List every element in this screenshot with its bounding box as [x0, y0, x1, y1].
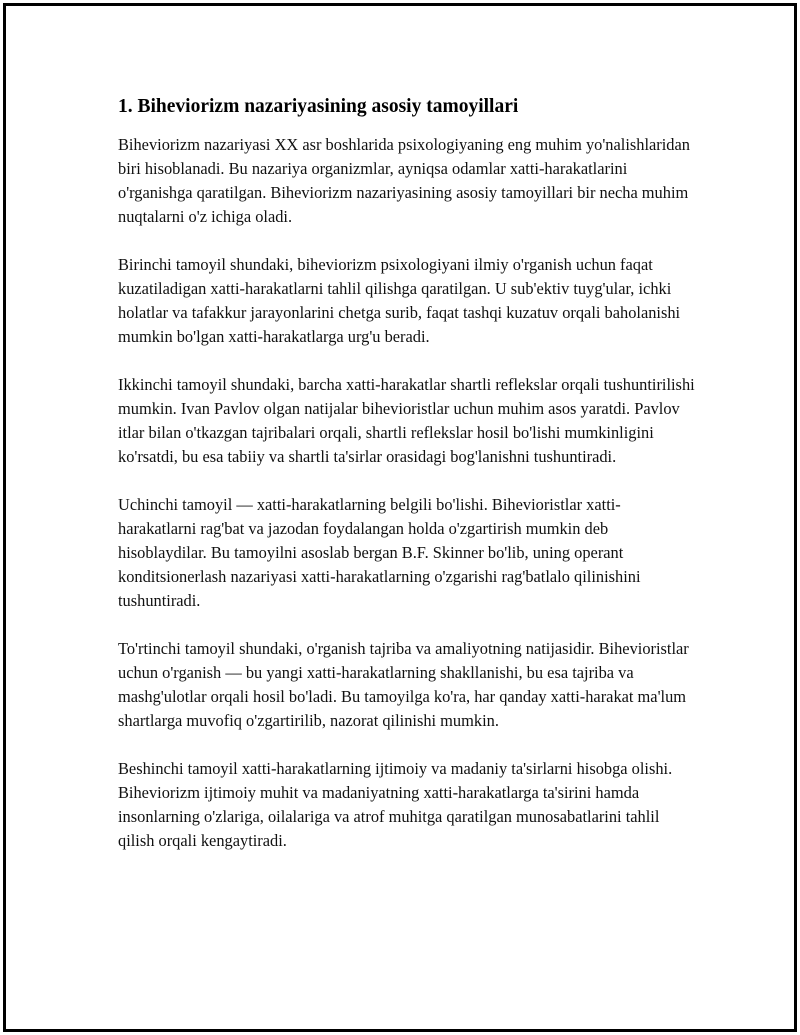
paragraph-second-principle: Ikkinchi tamoyil shundaki, barcha xatti-harakatlar shartli reflekslar orqali tushuntirilishi mumkin. Ivan Pavlov olgan natijalar bihevioristlar uchun muhim asos yaratdi. Pavlov itlar bilan o'tkazgan tajribalari orqali, shartli reflekslar hosil bo'lishi mumkinligini ko'rsatdi, bu esa tabiiy va shartli ta'sirlar orasidagi bog'lanishni tushuntiradi. [118, 375, 695, 466]
paragraph-fifth-principle: Beshinchi tamoyil xatti-harakatlarning ijtimoiy va madaniy ta'sirlarni hisobga olishi. Biheviorizm ijtimoiy muhit va madaniyatning xatti-harakatlarga ta'sirini hamda insonlarning o'zlariga, oilalariga va atrof muhitga qaratilgan munosabatlarini tahlil qilish orqali kengaytiradi. [118, 759, 673, 850]
paragraph-third-principle: Uchinchi tamoyil — xatti-harakatlarning belgili bo'lishi. Bihevioristlar xatti-harakatlarni rag'bat va jazodan foydalangan holda o'zgartirish mumkin deb hisoblaydilar. Bu tamoyilni asoslab bergan B.F. Skinner bo'lib, uning operant konditsionerlash nazariyasi xatti-harakatlarning o'zgarishi rag'batlalo qilinishini tushuntiradi. [118, 495, 641, 610]
paragraph-intro: Biheviorizm nazariyasi XX asr boshlarida psixologiyaning eng muhim yo'nalishlaridan biri hisoblanadi. Bu nazariya organizmlar, ayniqsa odamlar xatti-harakatlarini o'rganishga qaratilgan. Biheviorizm nazariyasining asosiy tamoyillari bir necha muhim nuqtalarni o'z ichiga oladi. [118, 135, 690, 226]
paragraph-first-principle: Birinchi tamoyil shundaki, biheviorizm psixologiyani ilmiy o'rganish uchun faqat kuzatiladigan xatti-harakatlarni tahlil qilishga qaratilgan. U sub'ektiv tuyg'ular, ichki holatlar va tafakkur jarayonlarini chetga surib, faqat tashqi kuzatuv orqali baholanishi mumkin bo'lgan xatti-harakatlarga urg'u beradi. [118, 255, 681, 346]
section-heading: 1. Biheviorizm nazariyasining asosiy tamoyillari [118, 96, 519, 117]
paragraph-fourth-principle: To'rtinchi tamoyil shundaki, o'rganish tajriba va amaliyotning natijasidir. Bihevioristlar uchun o'rganish — bu yangi xatti-harakatlarning shakllanishi, bu esa tajriba va mashg'ulotlar orqali hosil bo'ladi. Bu tamoyilga ko'ra, har qanday xatti-harakat ma'lum shartlarga muvofiq o'zgartirilib, nazorat qilinishi mumkin. [118, 639, 689, 730]
document-body [118, 95, 696, 877]
